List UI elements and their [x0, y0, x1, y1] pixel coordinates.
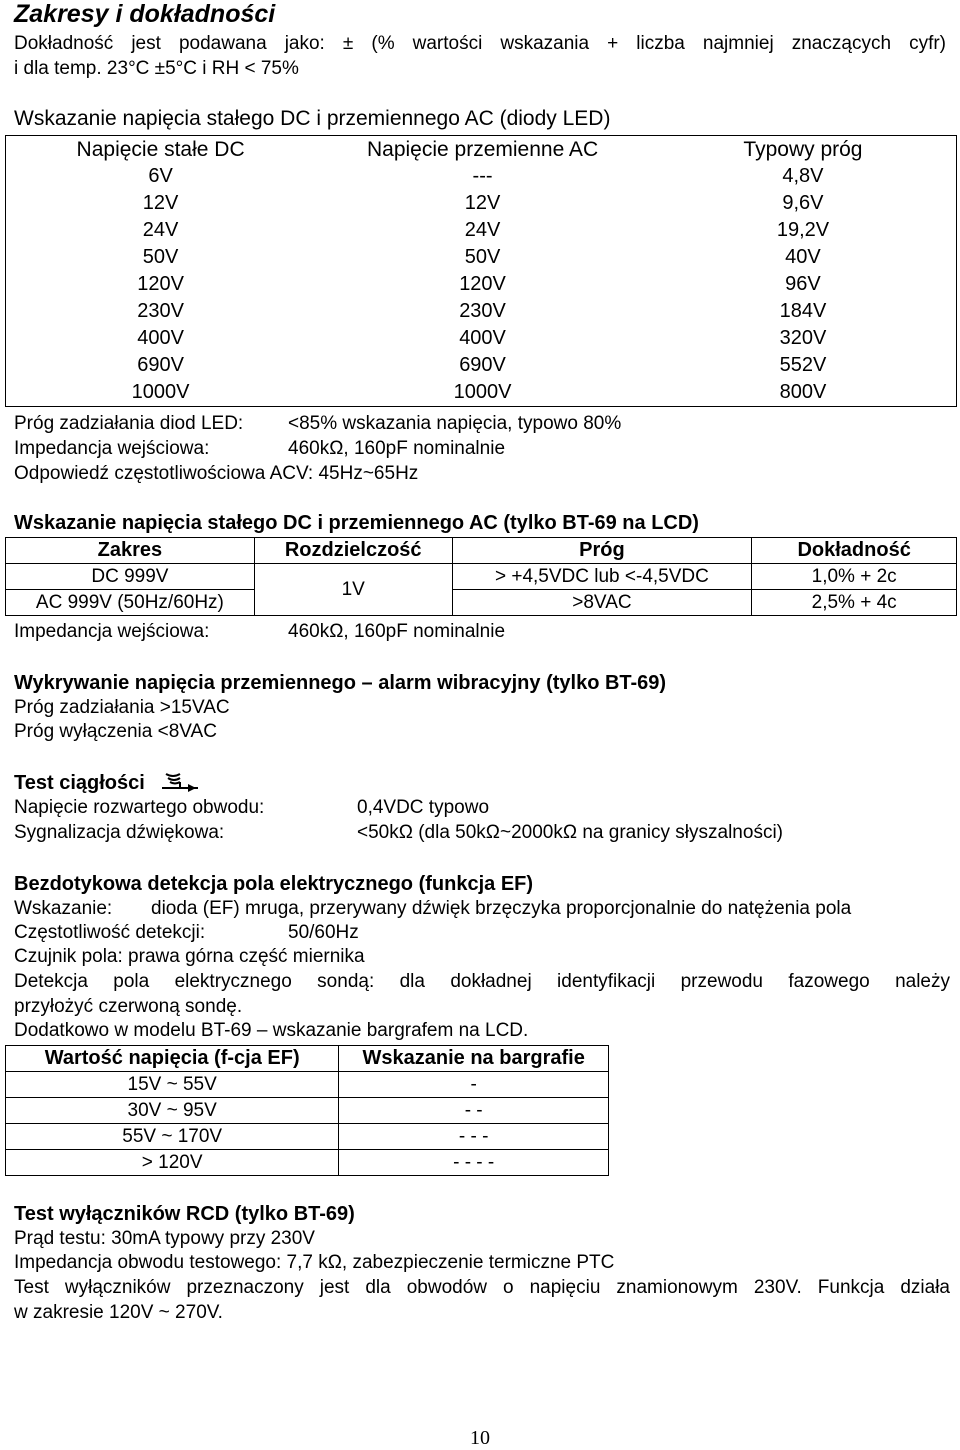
rcd-description-line-2: w zakresie 120V ~ 270V.	[14, 1302, 223, 1323]
table-cell: > 120V	[6, 1150, 339, 1176]
table-cell: 320V	[779, 327, 827, 349]
table-cell: 19,2V	[776, 219, 830, 241]
table-row	[6, 217, 957, 244]
ef-frequency-label: Częstotliwość detekcji:	[14, 922, 206, 943]
table-cell: 400V	[137, 327, 184, 349]
ef-indication-value: dioda (EF) mruga, przerywany dźwięk brzęczyka proporcjonalnie do natężenia pola	[151, 898, 852, 919]
table-cell: 12V	[142, 192, 179, 214]
lcd-impedance-label: Impedancja wejściowa:	[14, 621, 210, 642]
continuity-beep-value: <50kΩ (dla 50kΩ~2000kΩ na granicy słyszalności)	[357, 822, 783, 843]
table-cell: 184V	[779, 300, 827, 322]
table-cell: 230V	[137, 300, 184, 322]
table-header-row	[6, 538, 957, 564]
table-cell: 24V	[464, 219, 501, 241]
vibration-section-heading: Wykrywanie napięcia przemiennego – alarm wibracyjny (tylko BT-69)	[14, 672, 667, 694]
table-row	[6, 244, 957, 271]
ef-indication-label: Wskazanie:	[14, 898, 113, 919]
table-cell: - -	[339, 1098, 609, 1124]
table-cell: 6V	[148, 165, 173, 187]
table-row	[6, 190, 957, 217]
table-row	[6, 325, 957, 352]
column-header: Wartość napięcia (f-cja EF)	[6, 1046, 339, 1072]
table-cell: 15V ~ 55V	[6, 1072, 339, 1098]
table-row	[6, 379, 957, 407]
table-row	[6, 163, 957, 190]
column-header: Napięcie stałe DC	[76, 137, 245, 161]
table-cell: 50V	[142, 246, 179, 268]
table-row	[6, 564, 957, 590]
column-header: Typowy próg	[743, 137, 863, 161]
table-cell: ---	[472, 165, 493, 187]
rcd-description-line-1: Test wyłączników przeznaczony jest dla obwodów o napięciu znamionowym 230V. Funkcja działa	[14, 1277, 950, 1298]
column-header: Rozdzielczość	[254, 538, 452, 564]
table-cell: -	[339, 1072, 609, 1098]
continuity-open-voltage-label: Napięcie rozwartego obwodu:	[14, 797, 265, 818]
ef-bargraph-table	[5, 1045, 609, 1176]
table-cell: > +4,5VDC lub <-4,5VDC	[452, 564, 752, 590]
table-header-row	[6, 1046, 609, 1072]
column-header: Napięcie przemienne AC	[366, 137, 599, 161]
led-impedance-label: Impedancja wejściowa:	[14, 438, 210, 459]
lcd-impedance-value: 460kΩ, 160pF nominalnie	[288, 621, 506, 642]
continuity-section-heading: Test ciągłości	[14, 772, 145, 794]
ef-section-heading: Bezdotykowa detekcja pola elektrycznego (funkcja EF)	[14, 873, 534, 895]
table-cell: 690V	[459, 354, 506, 376]
table-cell: 2,5% + 4c	[752, 590, 957, 616]
ef-sensor-note: Czujnik pola: prawa górna część miernika	[14, 946, 365, 967]
table-cell: 230V	[459, 300, 506, 322]
page-title: Zakresy i dokładności	[14, 0, 276, 28]
table-cell: 1V	[254, 564, 452, 616]
led-threshold-value: <85% wskazania napięcia, typowo 80%	[288, 413, 622, 434]
table-cell: 55V ~ 170V	[6, 1124, 339, 1150]
ef-bt69-note: Dodatkowo w modelu BT-69 – wskazanie bargrafem na LCD.	[14, 1020, 529, 1041]
table-row	[6, 1124, 609, 1150]
table-cell: 96V	[785, 273, 821, 295]
column-header: Zakres	[6, 538, 255, 564]
continuity-beep-label: Sygnalizacja dźwiękowa:	[14, 822, 225, 843]
table-header-row	[6, 136, 957, 164]
table-cell: 24V	[142, 219, 179, 241]
table-cell: 1,0% + 2c	[752, 564, 957, 590]
rcd-test-current: Prąd testu: 30mA typowy przy 230V	[14, 1228, 315, 1249]
table-cell: 40V	[785, 246, 821, 268]
column-header: Wskazanie na bargrafie	[339, 1046, 609, 1072]
led-voltage-table	[5, 135, 957, 407]
table-cell: 120V	[459, 273, 506, 295]
table-cell: 800V	[779, 381, 827, 403]
table-cell: 9,6V	[782, 192, 824, 214]
led-section-heading: Wskazanie napięcia stałego DC i przemiennego AC (diody LED)	[14, 107, 611, 130]
table-row	[6, 298, 957, 325]
table-cell: - - -	[339, 1124, 609, 1150]
led-frequency-note: Odpowiedź częstotliwościowa ACV: 45Hz~65Hz	[14, 463, 419, 484]
led-threshold-label: Próg zadziałania diod LED:	[14, 413, 244, 434]
vibration-threshold-off: Próg wyłączenia <8VAC	[14, 721, 217, 742]
vibration-threshold-on: Próg zadziałania >15VAC	[14, 697, 230, 718]
table-row	[6, 1098, 609, 1124]
lcd-section-heading: Wskazanie napięcia stałego DC i przemiennego AC (tylko BT-69 na LCD)	[14, 512, 699, 534]
table-cell: 1000V	[131, 381, 190, 403]
rcd-section-heading: Test wyłączników RCD (tylko BT-69)	[14, 1203, 355, 1225]
table-cell: 552V	[779, 354, 827, 376]
ef-detect-line-2: przyłożyć czerwoną sondę.	[14, 996, 243, 1017]
table-cell: 400V	[459, 327, 506, 349]
table-cell: DC 999V	[6, 564, 255, 590]
table-cell: 120V	[137, 273, 184, 295]
table-row	[6, 352, 957, 379]
table-row	[6, 271, 957, 298]
rcd-impedance: Impedancja obwodu testowego: 7,7 kΩ, zabezpieczenie termiczne PTC	[14, 1252, 615, 1273]
intro-line-1: Dokładność jest podawana jako: ± (% wartości wskazania + liczba najmniej znaczących cyfr)	[14, 33, 946, 54]
column-header: Próg	[452, 538, 752, 564]
table-cell: 50V	[464, 246, 501, 268]
table-cell: 1000V	[453, 381, 512, 403]
table-row	[6, 1150, 609, 1176]
table-cell: AC 999V (50Hz/60Hz)	[6, 590, 255, 616]
table-cell: - - - -	[339, 1150, 609, 1176]
table-cell: 4,8V	[782, 165, 824, 187]
buzzer-icon	[160, 771, 200, 795]
table-cell: 12V	[464, 192, 501, 214]
table-cell: 30V ~ 95V	[6, 1098, 339, 1124]
table-row	[6, 1072, 609, 1098]
ef-detect-line-1: Detekcja pola elektrycznego sondą: dla dokładnej identyfikacji przewodu fazowego należy	[14, 971, 950, 992]
lcd-voltage-table	[5, 537, 957, 616]
page-number: 10	[470, 1427, 490, 1449]
intro-line-2: i dla temp. 23°C ±5°C i RH < 75%	[14, 58, 299, 79]
table-cell: >8VAC	[452, 590, 752, 616]
ef-frequency-value: 50/60Hz	[288, 922, 359, 943]
table-row	[6, 590, 957, 616]
column-header: Dokładność	[752, 538, 957, 564]
led-impedance-value: 460kΩ, 160pF nominalnie	[288, 438, 506, 459]
continuity-open-voltage-value: 0,4VDC typowo	[357, 797, 490, 818]
table-cell: 690V	[137, 354, 184, 376]
